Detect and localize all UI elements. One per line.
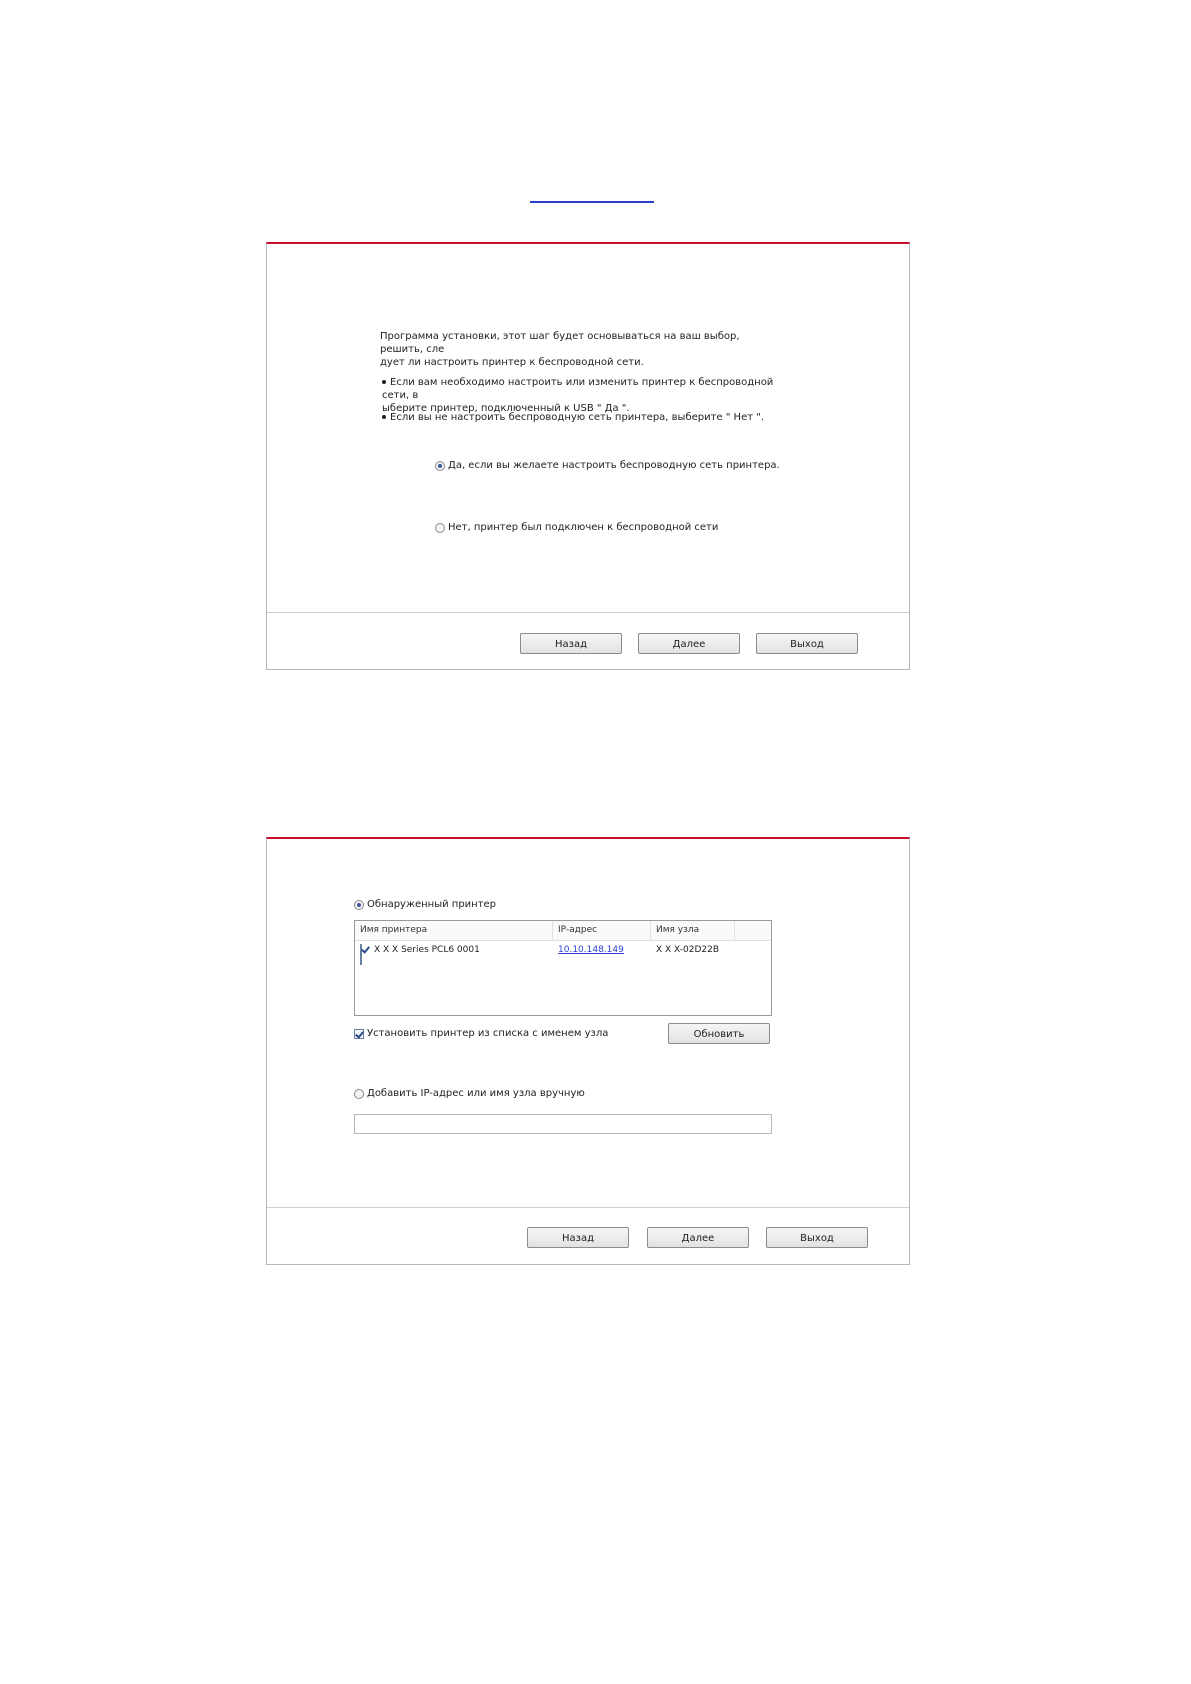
radio-unchecked-icon[interactable] [354,1089,364,1099]
column-header-printer-name[interactable]: Имя принтера [355,921,553,940]
wireless-setup-choice-dialog [266,242,910,670]
intro-text [380,330,775,369]
exit-button[interactable]: Выход [766,1227,868,1248]
next-button[interactable]: Далее [638,633,740,654]
checkbox-checked-icon[interactable] [354,1029,364,1039]
bullet-1-line-2: ыберите принтер, подключенный к USB " Да ". [382,403,630,414]
printer-list[interactable] [354,920,772,1016]
radio-checked-icon[interactable] [354,900,364,910]
row-checkbox-icon[interactable] [360,944,362,965]
bullet-2-text: Если вы не настроить беспроводную сеть принтера, выберите " Нет ". [390,412,764,423]
detected-printer-label: Обнаруженный принтер [367,899,497,910]
option-no-label: Нет, принтер был подключен к беспроводной сети [448,522,719,533]
refresh-button[interactable]: Обновить [668,1023,770,1044]
install-by-host-checkbox[interactable] [354,1027,608,1040]
ip-address-link[interactable]: 10.10.148.149 [558,945,624,955]
table-row[interactable] [355,942,771,958]
column-header-host-name[interactable]: Имя узла [651,921,735,940]
manual-ip-label: Добавить IP-адрес или имя узла вручную [367,1088,585,1099]
bullet-dot-icon [382,380,386,384]
detected-printer-radio[interactable] [354,898,496,911]
option-no-radio[interactable] [435,521,718,534]
bullet-1 [382,376,777,415]
back-button[interactable]: Назад [527,1227,629,1248]
manual-ip-input[interactable] [354,1114,772,1134]
intro-line-1: Программа установки, этот шаг будет основываться на ваш выбор, решить, сле [380,331,740,355]
footer-divider [267,612,909,613]
radio-unchecked-icon[interactable] [435,523,445,533]
option-yes-label: Да, если вы желаете настроить беспроводную сеть принтера. [448,460,780,471]
list-header [355,921,771,941]
host-name-cell: X X X-02D22B [656,945,720,955]
bullet-dot-icon [382,415,386,419]
exit-button[interactable]: Выход [756,633,858,654]
hyperlink-underline[interactable] [530,201,654,203]
column-header-ip-address[interactable]: IP-адрес [553,921,651,940]
back-button[interactable]: Назад [520,633,622,654]
radio-checked-icon[interactable] [435,461,445,471]
manual-ip-radio[interactable] [354,1087,585,1100]
option-yes-radio[interactable] [435,459,780,472]
install-by-host-label: Установить принтер из списка с именем узла [367,1028,609,1039]
intro-line-2: дует ли настроить принтер к беспроводной сети. [380,357,644,368]
footer-divider [267,1207,909,1208]
bullet-2 [382,411,777,424]
printer-selection-dialog [266,837,910,1265]
printer-name-cell: X X X Series PCL6 0001 [374,945,480,955]
bullet-1-line-1: Если вам необходимо настроить или изменить принтер к беспроводной сети, в [382,377,774,401]
next-button[interactable]: Далее [647,1227,749,1248]
